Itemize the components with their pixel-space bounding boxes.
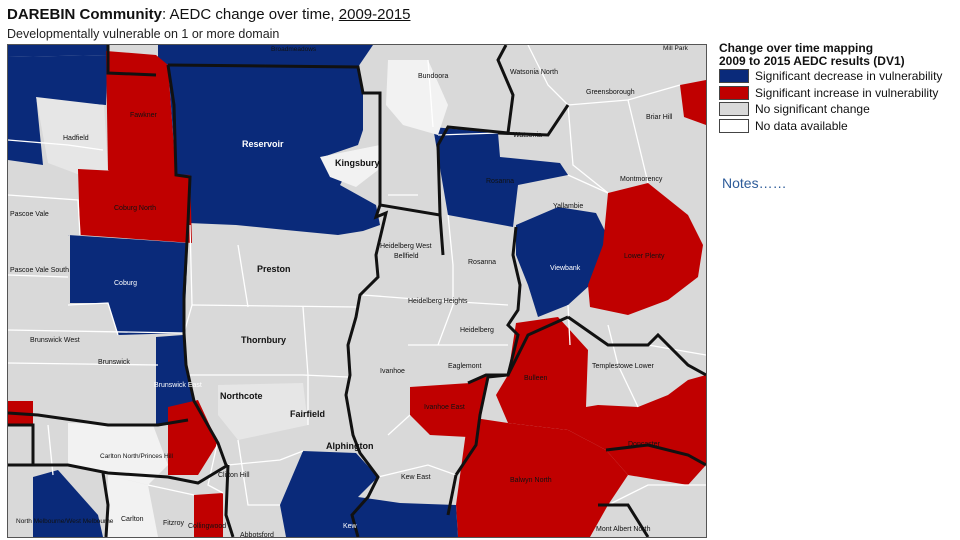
label-abbotsford: Abbotsford: [240, 532, 274, 537]
label-heidelberg-west: Heidelberg West: [380, 243, 432, 250]
label-bellfield: Bellfield: [394, 253, 419, 260]
legend-label-decrease: Significant decrease in vulnerability: [755, 69, 943, 84]
label-brunswick-east: Brunswick East: [154, 382, 202, 389]
label-fairfield: Fairfield: [290, 409, 326, 419]
label-montmorency: Montmorency: [620, 176, 663, 183]
region-top-blue-strip: [158, 45, 373, 67]
label-reservoir: Reservoir: [242, 139, 284, 149]
label-thornbury: Thornbury: [241, 335, 286, 345]
label-fawkner: Fawkner: [130, 112, 157, 119]
label-briar-hill: Briar Hill: [646, 114, 673, 121]
label-bundoora: Bundoora: [418, 73, 449, 80]
legend-title-line1: Change over time mapping: [719, 41, 874, 55]
page-title: [7, 6, 411, 23]
label-broadmeadows: Broadmeadows: [271, 46, 317, 53]
legend-swatch-no-data: [719, 119, 749, 133]
label-carlton-north: Carlton North/Princes Hill: [100, 453, 173, 460]
label-kingsbury: Kingsbury: [335, 158, 380, 168]
label-viewbank: Viewbank: [550, 265, 581, 272]
region-broadmeadows: [8, 45, 108, 57]
label-lower-plenty: Lower Plenty: [624, 253, 665, 260]
notes-text[interactable]: Notes……: [722, 175, 787, 191]
label-pascoe-vale: Pascoe Vale: [10, 211, 49, 218]
label-clifton-hill: Clifton Hill: [218, 472, 250, 479]
legend-label-increase: Significant increase in vulnerability: [755, 85, 939, 100]
label-pascoe-vale-south: Pascoe Vale South: [10, 267, 70, 274]
suburb-map[interactable]: [8, 45, 706, 537]
legend-item-increase: [719, 85, 949, 102]
label-kew-east: Kew East: [401, 474, 431, 481]
label-fitzroy: Fitzroy: [163, 520, 184, 527]
legend-label-no-data: No data available: [755, 118, 848, 133]
label-hadfield: Hadfield: [63, 135, 89, 142]
label-greensborough: Greensborough: [586, 89, 635, 96]
legend-title-line2: 2009 to 2015 AEDC results (DV1): [719, 54, 905, 68]
legend-item-decrease: [719, 68, 949, 85]
label-alphington: Alphington: [326, 441, 374, 451]
title-community: DAREBIN Community: [7, 6, 163, 23]
label-heidelberg-heights: Heidelberg Heights: [408, 298, 468, 305]
legend-item-no-change: [719, 101, 949, 118]
label-eaglemont: Eaglemont: [448, 363, 482, 370]
label-kew: Kew: [343, 523, 357, 530]
legend-swatch-decrease: [719, 69, 749, 83]
label-mont-albert-north: Mont Albert North: [596, 526, 651, 533]
label-northcote: Northcote: [220, 391, 263, 401]
map-frame[interactable]: [7, 44, 707, 538]
label-carlton: Carlton: [121, 516, 144, 523]
legend-label-no-change: No significant change: [755, 102, 870, 117]
label-rosanna-south: Rosanna: [468, 259, 497, 266]
label-bulleen: Bulleen: [524, 375, 548, 382]
region-top-left-blue-2: [8, 55, 108, 105]
label-yallambie: Yallambie: [553, 203, 584, 210]
label-mill-park: Mill Park: [663, 45, 688, 52]
label-coburg-north: Coburg North: [114, 205, 157, 212]
label-north-melbourne: North Melbourne/West Melbourne: [16, 518, 114, 525]
region-collingwood: [194, 493, 223, 537]
label-heidelberg: Heidelberg: [460, 327, 494, 334]
title-text: : AEDC change over time,: [162, 6, 339, 23]
label-ivanhoe: Ivanhoe: [380, 368, 405, 375]
label-brunswick: Brunswick: [98, 359, 130, 366]
legend-swatch-no-change: [719, 102, 749, 116]
label-balwyn-north: Balwyn North: [510, 477, 552, 484]
label-brunswick-west: Brunswick West: [30, 337, 80, 344]
label-watsonia-north: Watsonia North: [510, 69, 558, 76]
label-watsonia: Watsonia: [513, 132, 542, 139]
label-templestowe-lower: Templestowe Lower: [592, 363, 654, 370]
label-coburg: Coburg: [114, 280, 137, 287]
label-collingwood: Collingwood: [188, 523, 227, 530]
legend-swatch-increase: [719, 86, 749, 100]
map-legend: [719, 42, 949, 134]
page-subtitle: Developmentally vulnerable on 1 or more domain: [7, 27, 280, 41]
label-rosanna: Rosanna: [486, 178, 515, 185]
title-years: 2009-2015: [338, 6, 411, 23]
label-ivanhoe-east: Ivanhoe East: [424, 404, 465, 411]
label-doncaster: Doncaster: [628, 441, 660, 448]
label-preston: Preston: [257, 264, 291, 274]
legend-item-no-data: [719, 118, 949, 135]
